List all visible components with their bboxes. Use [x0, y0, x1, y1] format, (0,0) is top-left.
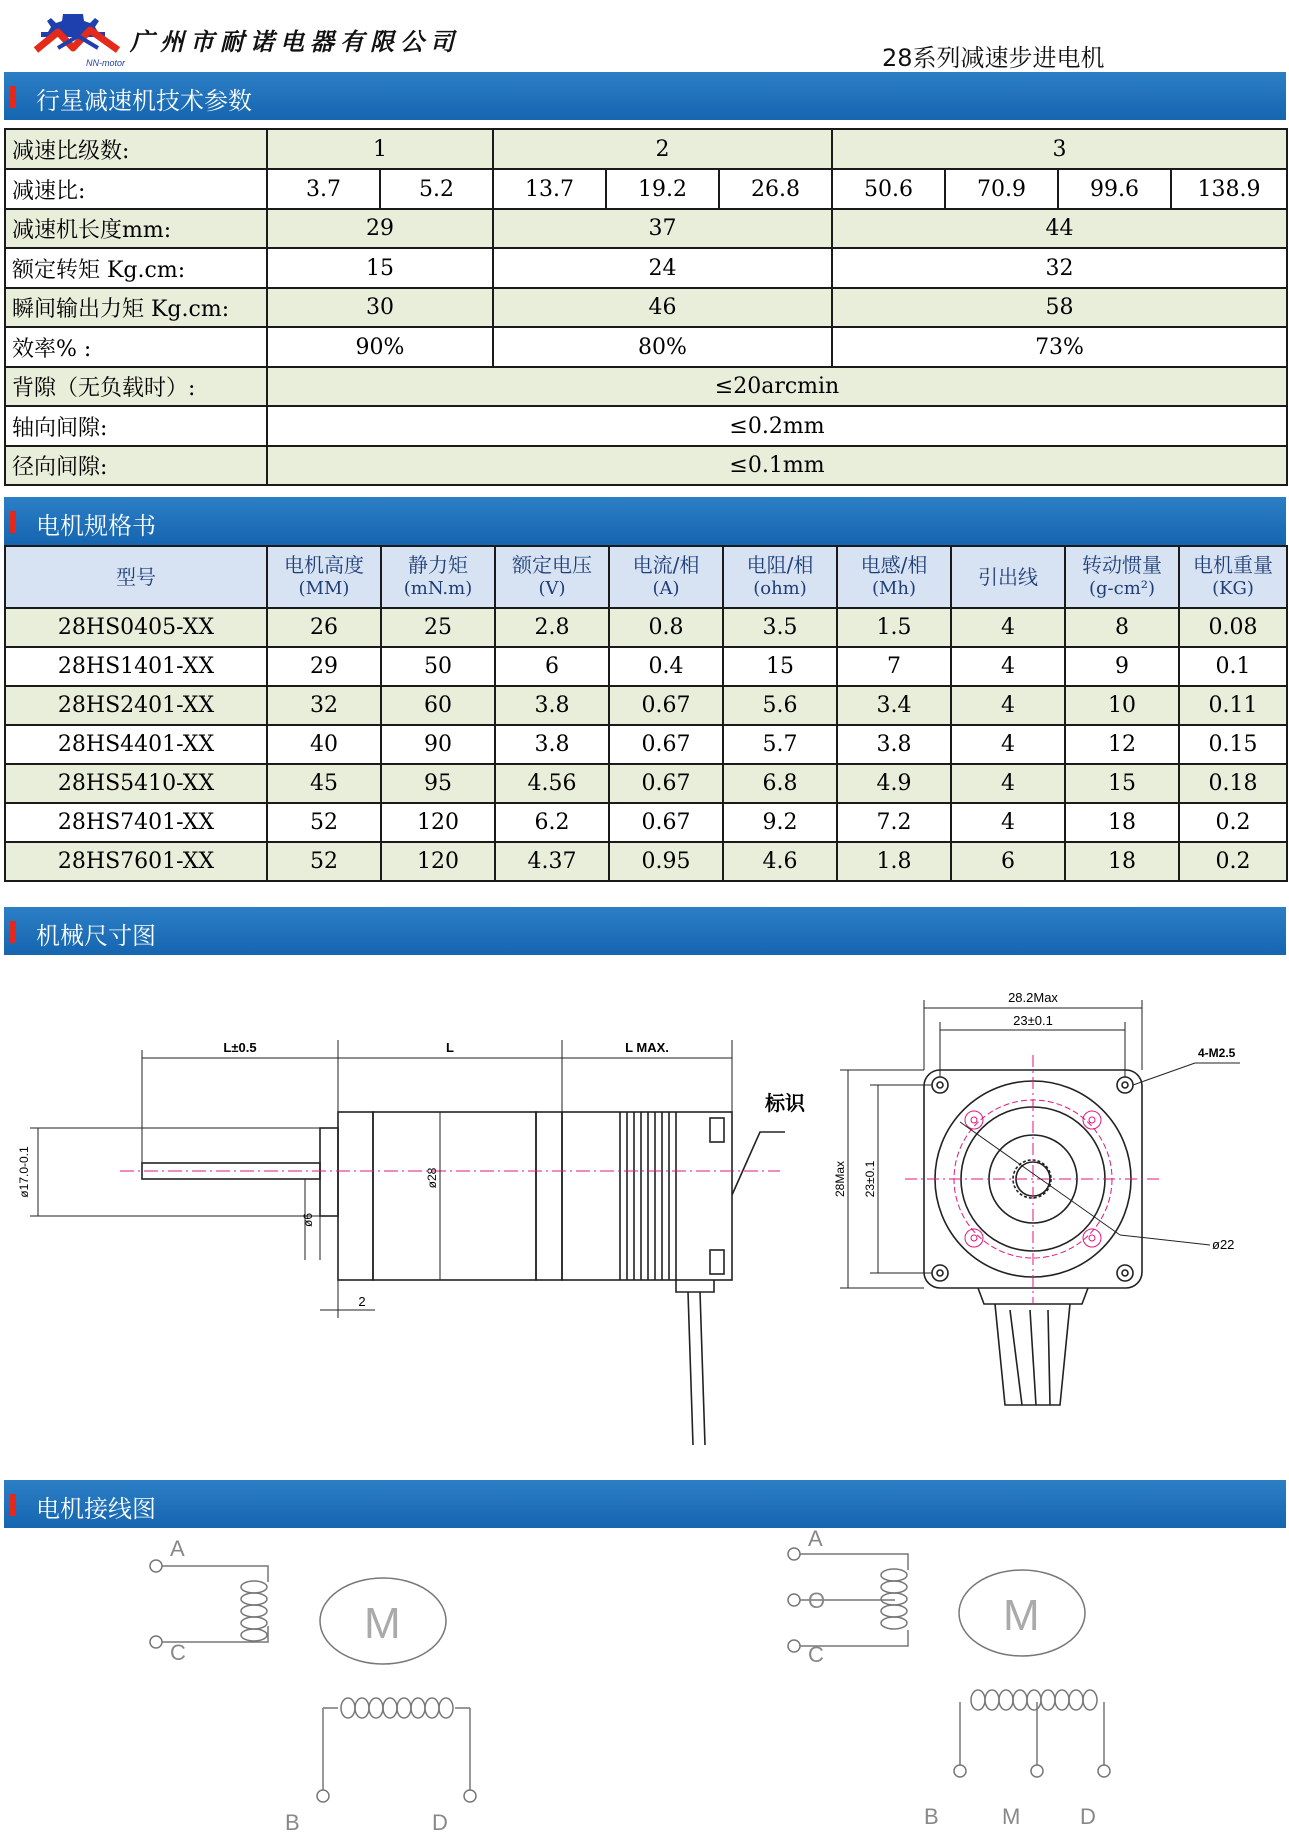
radial-cell: ≤0.1mm	[267, 446, 1287, 485]
logo-text: NN-motor	[86, 58, 126, 68]
table-cell: 4.56	[495, 764, 609, 803]
header-row	[5, 546, 1287, 608]
lead-wires	[688, 1292, 705, 1445]
table-cell: 6	[495, 647, 609, 686]
row-label: 径向间隙:	[5, 446, 267, 485]
peak-cell: 58	[832, 288, 1287, 327]
table-cell: 15	[1065, 764, 1179, 803]
wire-label-c: C	[170, 1640, 186, 1665]
motor-label: M	[364, 1599, 401, 1648]
efficiency-cell: 73%	[832, 327, 1287, 367]
company-logo	[28, 10, 128, 70]
table-cell: 3.8	[495, 725, 609, 764]
dim-body-diameter: ø28	[425, 1167, 439, 1189]
ratio-cell: 138.9	[1171, 169, 1287, 209]
table-cell: 0.15	[1179, 725, 1287, 764]
col-header: 电流/相 (A)	[609, 546, 723, 608]
table-cell: 6.8	[723, 764, 837, 803]
table-cell: 4	[951, 647, 1065, 686]
table-cell: 0.67	[609, 803, 723, 842]
dim-max-length: L MAX.	[625, 1040, 669, 1055]
ratio-cell: 5.2	[380, 169, 493, 209]
table-cell: 0.4	[609, 647, 723, 686]
table-cell: 10	[1065, 686, 1179, 725]
table-cell: 15	[723, 647, 837, 686]
table-row	[5, 446, 1287, 485]
table-cell: 25	[381, 608, 495, 647]
table-cell: 3.8	[495, 686, 609, 725]
section-header-gearbox	[4, 72, 1286, 120]
table-row	[5, 327, 1287, 367]
table-cell: 0.8	[609, 608, 723, 647]
motor-label: M	[1003, 1591, 1040, 1640]
section-title: 电机规格书	[36, 512, 156, 540]
label-mark: 标识	[765, 1093, 805, 1115]
table-cell: 0.2	[1179, 803, 1287, 842]
table-row	[5, 686, 1287, 725]
table-cell: 9	[1065, 647, 1179, 686]
table-cell: 9.2	[723, 803, 837, 842]
table-cell: 0.11	[1179, 686, 1287, 725]
col-header: 电感/相 (Mh)	[837, 546, 951, 608]
table-cell: 4	[951, 764, 1065, 803]
coil-bd	[341, 1698, 453, 1718]
section-marker	[10, 921, 16, 943]
side-view	[142, 1112, 785, 1445]
row-label: 减速比:	[5, 169, 267, 209]
table-cell: 52	[267, 803, 381, 842]
motor-fins	[620, 1112, 676, 1280]
table-cell: 0.67	[609, 725, 723, 764]
table-cell: 4	[951, 725, 1065, 764]
ratio-cell: 99.6	[1058, 169, 1171, 209]
lead-exit	[676, 1280, 714, 1292]
document-title: 28系列减速步进电机	[882, 44, 1105, 72]
dim-hole-spacing-y: 23±0.1	[863, 1160, 877, 1198]
table-cell: 5.7	[723, 725, 837, 764]
wire-label-a: A	[808, 1530, 823, 1551]
six-wire-diagram	[788, 1548, 1110, 1777]
table-cell: 12	[1065, 725, 1179, 764]
gearbox-flange	[338, 1112, 373, 1280]
table-cell: 2.8	[495, 608, 609, 647]
table-cell: 0.08	[1179, 608, 1287, 647]
table-cell: 18	[1065, 803, 1179, 842]
dim-shaft-diameter: ø6	[301, 1212, 315, 1228]
wire-label-o: O	[808, 1588, 826, 1613]
motor-spec-table	[4, 545, 1288, 882]
row-label: 减速比级数:	[5, 129, 267, 169]
model-cell: 28HS7601-XX	[5, 842, 267, 881]
coil-bmd	[971, 1690, 1097, 1710]
table-cell: 8	[1065, 608, 1179, 647]
table-cell: 0.18	[1179, 764, 1287, 803]
spec-body	[5, 608, 1287, 881]
length-cell: 37	[493, 209, 832, 248]
table-row	[5, 647, 1287, 686]
table-cell: 4	[951, 608, 1065, 647]
section-title: 电机接线图	[36, 1495, 156, 1523]
wire-label-d: D	[432, 1810, 448, 1835]
torque-cell: 32	[832, 248, 1287, 288]
table-cell: 4	[951, 803, 1065, 842]
table-cell: 120	[381, 803, 495, 842]
ratio-cell: 13.7	[493, 169, 606, 209]
col-header: 电机高度 (MM)	[267, 546, 381, 608]
row-label: 瞬间输出力矩 Kg.cm:	[5, 288, 267, 327]
table-cell: 0.67	[609, 686, 723, 725]
table-cell: 40	[267, 725, 381, 764]
table-cell: 0.2	[1179, 842, 1287, 881]
section-header-wiring	[4, 1480, 1286, 1528]
page-header	[0, 0, 1289, 70]
ratio-cell: 3.7	[267, 169, 380, 209]
table-row	[5, 608, 1287, 647]
dim-hole-spacing-x: 23±0.1	[1013, 1013, 1053, 1028]
table-row	[5, 288, 1287, 327]
table-cell: 1.5	[837, 608, 951, 647]
wire-label-b: B	[285, 1810, 300, 1835]
row-label: 效率% :	[5, 327, 267, 367]
table-row	[5, 129, 1287, 169]
table-cell: 120	[381, 842, 495, 881]
row-label: 背隙（无负载时）:	[5, 367, 267, 406]
table-cell: 7	[837, 647, 951, 686]
table-cell: 4.9	[837, 764, 951, 803]
col-header: 转动惯量 (g-cm²)	[1065, 546, 1179, 608]
section-marker	[10, 86, 16, 108]
col-header: 型号	[5, 546, 267, 608]
table-row	[5, 209, 1287, 248]
row-label: 额定转矩 Kg.cm:	[5, 248, 267, 288]
table-cell: 90	[381, 725, 495, 764]
label-leader	[732, 1132, 785, 1195]
ratio-cell: 50.6	[832, 169, 945, 209]
table-row	[5, 406, 1287, 446]
table-cell: 7.2	[837, 803, 951, 842]
section-title: 行星减速机技术参数	[36, 87, 252, 115]
table-cell: 18	[1065, 842, 1179, 881]
col-header: 静力矩 (mN.m)	[381, 546, 495, 608]
company-name: 广州市耐诺电器有限公司	[130, 27, 460, 56]
table-cell: 0.95	[609, 842, 723, 881]
dim-flange-width: 28.2Max	[1008, 990, 1058, 1005]
section-title: 机械尺寸图	[36, 922, 156, 950]
ratio-cell: 19.2	[606, 169, 719, 209]
ratio-cell: 70.9	[945, 169, 1058, 209]
col-header: 额定电压 (V)	[495, 546, 609, 608]
stage-cell: 3	[832, 129, 1287, 169]
coil-aoc	[881, 1569, 907, 1629]
section-header-dimensions	[4, 907, 1286, 955]
wire-label-d: D	[1080, 1804, 1096, 1829]
table-cell: 26	[267, 608, 381, 647]
gearbox-body	[373, 1112, 536, 1280]
gearbox-ring	[536, 1112, 562, 1280]
end-cap-tab	[710, 1250, 724, 1274]
section-header-spec	[4, 497, 1286, 545]
dimension-drawing	[0, 960, 1289, 1460]
section-marker	[10, 511, 16, 533]
table-cell: 95	[381, 764, 495, 803]
table-cell: 6.2	[495, 803, 609, 842]
table-row	[5, 725, 1287, 764]
peak-cell: 46	[493, 288, 832, 327]
table-cell: 6	[951, 842, 1065, 881]
torque-cell: 24	[493, 248, 832, 288]
efficiency-cell: 90%	[267, 327, 493, 367]
table-row	[5, 803, 1287, 842]
table-cell: 3.8	[837, 725, 951, 764]
wire-label-a: A	[170, 1536, 185, 1561]
col-header: 引出线	[951, 546, 1065, 608]
wire-label-c: C	[808, 1642, 824, 1667]
coil-ac	[241, 1581, 267, 1641]
col-header: 电阻/相 (ohm)	[723, 546, 837, 608]
backlash-cell: ≤20arcmin	[267, 367, 1287, 406]
dim-body-length: L	[446, 1040, 454, 1055]
table-row	[5, 169, 1287, 209]
table-cell: 5.6	[723, 686, 837, 725]
table-cell: 4	[951, 686, 1065, 725]
four-wire-diagram	[150, 1560, 476, 1802]
table-cell: 0.67	[609, 764, 723, 803]
stage-cell: 2	[493, 129, 832, 169]
dim-flange-height: 28Max	[833, 1160, 847, 1198]
motor-body	[562, 1112, 732, 1280]
dim-boss-length: 2	[358, 1294, 366, 1309]
dim-mount-holes: 4-M2.5	[1198, 1046, 1236, 1060]
table-cell: 4.37	[495, 842, 609, 881]
front-dimension-lines	[840, 1000, 1240, 1288]
efficiency-cell: 80%	[493, 327, 832, 367]
row-label: 轴向间隙:	[5, 406, 267, 446]
section-marker	[10, 1494, 16, 1516]
dim-pilot-diameter: ø22	[1212, 1237, 1235, 1252]
gearbox-params-table	[4, 128, 1288, 486]
table-row	[5, 842, 1287, 881]
table-cell: 45	[267, 764, 381, 803]
table-cell: 50	[381, 647, 495, 686]
ratio-cell: 26.8	[719, 169, 832, 209]
model-cell: 28HS5410-XX	[5, 764, 267, 803]
length-cell: 29	[267, 209, 493, 248]
row-label: 减速机长度mm:	[5, 209, 267, 248]
table-cell: 52	[267, 842, 381, 881]
model-cell: 28HS0405-XX	[5, 608, 267, 647]
table-row	[5, 248, 1287, 288]
model-cell: 28HS1401-XX	[5, 647, 267, 686]
stage-cell: 1	[267, 129, 493, 169]
col-header: 电机重量 (KG)	[1179, 546, 1287, 608]
table-row	[5, 764, 1287, 803]
shaft-boss	[320, 1128, 338, 1216]
table-cell: 60	[381, 686, 495, 725]
model-cell: 28HS7401-XX	[5, 803, 267, 842]
table-cell: 1.8	[837, 842, 951, 881]
model-cell: 28HS4401-XX	[5, 725, 267, 764]
table-cell: 4.6	[723, 842, 837, 881]
table-cell: 29	[267, 647, 381, 686]
dim-boss-diameter: ø17.0-0.1	[17, 1146, 31, 1198]
wire-label-m: M	[1002, 1804, 1021, 1829]
wiring-diagrams	[0, 1530, 1289, 1835]
axial-cell: ≤0.2mm	[267, 406, 1287, 446]
table-cell: 32	[267, 686, 381, 725]
wire-label-b: B	[924, 1804, 939, 1829]
torque-cell: 15	[267, 248, 493, 288]
peak-cell: 30	[267, 288, 493, 327]
length-cell: 44	[832, 209, 1287, 248]
table-cell: 0.1	[1179, 647, 1287, 686]
table-cell: 3.5	[723, 608, 837, 647]
table-cell: 3.4	[837, 686, 951, 725]
model-cell: 28HS2401-XX	[5, 686, 267, 725]
table-row	[5, 367, 1287, 406]
end-cap-tab	[710, 1118, 724, 1142]
dim-gear-length: L±0.5	[223, 1040, 257, 1055]
